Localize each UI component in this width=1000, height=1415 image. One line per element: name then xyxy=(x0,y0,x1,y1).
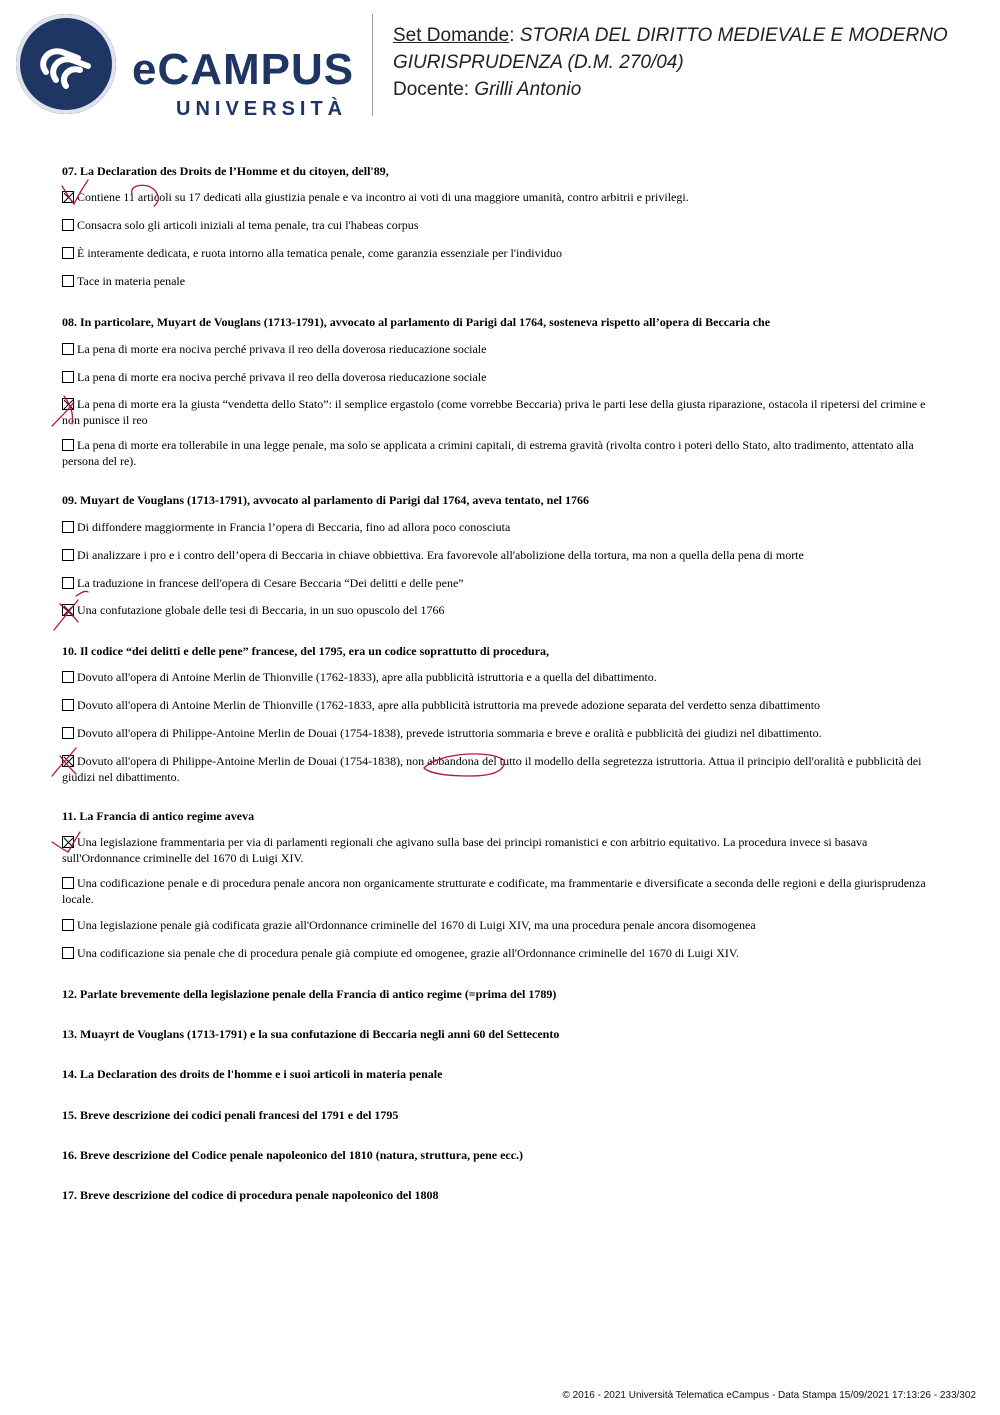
checkbox-checked[interactable] xyxy=(62,836,74,848)
teacher-label: Docente: xyxy=(393,79,475,100)
course-title: STORIA DEL DIRITTO MEDIEVALE E MODERNO xyxy=(519,25,948,46)
open-question-14: 14. La Declaration des droits de l'homme e i suoi articoli in materia penale xyxy=(62,1067,443,1081)
header-divider xyxy=(372,14,373,116)
checkbox[interactable] xyxy=(62,577,74,589)
option-text: La pena di morte era tollerabile in una legge penale, ma solo se applicata a crimini capitali, di estrema gravità (rivolta contro i poteri dello Stato, alto tradimento, attentato alla persona del re). xyxy=(62,438,914,468)
open-question-17: 17. Breve descrizione del codice di procedura penale napoleonico del 1808 xyxy=(62,1188,439,1202)
checkbox[interactable] xyxy=(62,439,74,451)
header-info xyxy=(393,22,948,103)
checkbox-checked[interactable] xyxy=(62,191,74,203)
teacher-name: Grilli Antonio xyxy=(474,79,582,100)
emblem-icon xyxy=(16,14,116,114)
footer-copyright: © 2016 - 2021 Università Telematica eCampus - Data Stampa 15/09/2021 17:13:26 - 233/302 xyxy=(562,1390,976,1401)
checkbox[interactable] xyxy=(62,877,74,889)
question-09-title: 09. Muyart de Vouglans (1713-1791), avvocato al parlamento di Parigi dal 1764, aveva tentato, nel 1766 xyxy=(62,493,589,507)
question-07-option-3[interactable] xyxy=(62,246,934,262)
checkbox[interactable] xyxy=(62,275,74,287)
checkbox[interactable] xyxy=(62,521,74,533)
question-08-option-2[interactable] xyxy=(62,370,934,386)
question-08-title: 08. In particolare, Muyart de Vouglans (1713-1791), avvocato al parlamento di Parigi dal 1764, sosteneva rispetto all’opera di Beccaria che xyxy=(62,315,771,329)
ecampus-logo xyxy=(16,14,356,120)
ecampus-emblem xyxy=(16,14,116,114)
checkbox[interactable] xyxy=(62,727,74,739)
option-text: Una legislazione frammentaria per via di parlamenti regionali che agivano sulla base dei principi romanistici e con arbitrio equitativo. La procedura invece si basava sull'Ordonnance criminelle del 1670 di Luigi XIV. xyxy=(62,835,868,865)
question-10-option-2[interactable] xyxy=(62,698,934,714)
question-11-option-2[interactable] xyxy=(62,876,934,907)
option-text: La traduzione in francese dell'opera di Cesare Beccaria “Dei delitti e delle pene” xyxy=(77,576,464,590)
option-text: Contiene 11 articoli su 17 dedicati alla giustizia penale e va incontro ai voti di una maggiore umanità, contro arbitrii e privilegi. xyxy=(77,190,689,204)
set-colon: : xyxy=(509,25,520,46)
option-text: Di diffondere maggiormente in Francia l’opera di Beccaria, fino ad allora poco conosciuta xyxy=(77,520,511,534)
question-07-option-2[interactable] xyxy=(62,218,934,234)
question-08-option-4[interactable] xyxy=(62,438,934,469)
question-09-option-2[interactable] xyxy=(62,548,934,564)
checkbox-checked[interactable] xyxy=(62,755,74,767)
question-07-option-1[interactable] xyxy=(62,190,934,206)
question-09-option-1[interactable] xyxy=(62,520,934,536)
option-text: Una confutazione globale delle tesi di Beccaria, in un suo opuscolo del 1766 xyxy=(77,603,445,617)
checkbox[interactable] xyxy=(62,947,74,959)
question-08-option-3[interactable] xyxy=(62,397,934,428)
open-question-15: 15. Breve descrizione dei codici penali francesi del 1791 e del 1795 xyxy=(62,1108,399,1122)
option-text: Tace in materia penale xyxy=(77,274,186,288)
question-11-option-3[interactable] xyxy=(62,918,934,934)
checkbox[interactable] xyxy=(62,219,74,231)
question-08-option-1[interactable] xyxy=(62,342,934,358)
question-11-option-4[interactable] xyxy=(62,946,934,962)
option-text: Dovuto all'opera di Philippe-Antoine Merlin de Douai (1754-1838), non abbandona del tutto il modello della segretezza istruttoria. Attua il principio dell'oralità e pubblicità dei giudizi nel dibattimento. xyxy=(62,754,922,784)
checkbox[interactable] xyxy=(62,919,74,931)
question-07-option-4[interactable] xyxy=(62,274,934,290)
course-line-2: GIURISPRUDENZA (D.M. 270/04) xyxy=(393,52,684,73)
option-text: Dovuto all'opera di Antoine Merlin de Thionville (1762-1833), apre alla pubblicità istruttoria e a quella del dibattimento. xyxy=(77,670,657,684)
logo-sub-text: UNIVERSITÀ xyxy=(176,98,348,120)
open-question-12: 12. Parlate brevemente della legislazione penale della Francia di antico regime (=prima del 1789) xyxy=(62,987,557,1001)
option-text: Una codificazione sia penale che di procedura penale già compiute ed omogenee, grazie all'Ordonnance criminelle del 1670 di Luigi XIV. xyxy=(77,946,740,960)
checkbox[interactable] xyxy=(62,343,74,355)
checkbox[interactable] xyxy=(62,699,74,711)
question-10-title: 10. Il codice “dei delitti e delle pene” francese, del 1795, era un codice soprattutto di procedura, xyxy=(62,644,550,658)
open-question-16: 16. Breve descrizione del Codice penale napoleonico del 1810 (natura, struttura, pene ecc.) xyxy=(62,1148,524,1162)
checkbox-checked[interactable] xyxy=(62,604,74,616)
question-07-title: 07. La Declaration des Droits de l’Homme et du citoyen, dell'89, xyxy=(62,164,389,178)
question-10-option-3[interactable] xyxy=(62,726,934,742)
question-11-option-1[interactable] xyxy=(62,835,934,866)
option-text: Consacra solo gli articoli iniziali al tema penale, tra cui l'habeas corpus xyxy=(77,218,419,232)
checkbox-checked[interactable] xyxy=(62,398,74,410)
checkbox[interactable] xyxy=(62,247,74,259)
question-09-option-3[interactable] xyxy=(62,576,934,592)
course-line-1 xyxy=(393,22,948,49)
option-text: Dovuto all'opera di Philippe-Antoine Merlin de Douai (1754-1838), prevede istruttoria sommaria e breve e oralità e pubblicità dei giudizi nel dibattimento. xyxy=(77,726,822,740)
teacher-line xyxy=(393,76,948,103)
option-text: La pena di morte era nociva perché privava il reo della doverosa rieducazione sociale xyxy=(77,342,487,356)
option-text: Di analizzare i pro e i contro dell’opera di Beccaria in chiave obbiettiva. Era favorevole all'abolizione della tortura, ma non a quella della pena di morte xyxy=(77,548,804,562)
question-09-option-4[interactable] xyxy=(62,603,934,619)
option-text: Dovuto all'opera di Antoine Merlin de Thionville (1762-1833, apre alla pubblicità istruttoria ma prevede adozione separata del verdetto senza dibattimento xyxy=(77,698,821,712)
question-10-option-4[interactable] xyxy=(62,754,934,785)
logo-brand-text: eCAMPUS xyxy=(132,45,355,94)
option-text: La pena di morte era nociva perché privava il reo della doverosa rieducazione sociale xyxy=(77,370,487,384)
checkbox[interactable] xyxy=(62,371,74,383)
set-label: Set Domande xyxy=(393,25,510,46)
question-11-title: 11. La Francia di antico regime aveva xyxy=(62,809,255,823)
option-text: È interamente dedicata, e ruota intorno alla tematica penale, come garanzia essenziale per l'individuo xyxy=(77,246,562,260)
question-10-option-1[interactable] xyxy=(62,670,934,686)
option-text: Una legislazione penale già codificata grazie all'Ordonnance criminelle del 1670 di Luigi XIV, ma una procedura penale ancora disomogenea xyxy=(77,918,756,932)
checkbox[interactable] xyxy=(62,549,74,561)
checkbox[interactable] xyxy=(62,671,74,683)
option-text: Una codificazione penale e di procedura penale ancora non organicamente strutturate e codificate, ma frammentarie e diversificate a seconda delle regioni e della giurisprudenza locale. xyxy=(62,876,926,906)
open-question-13: 13. Muayrt de Vouglans (1713-1791) e la sua confutazione di Beccaria negli anni 60 del Settecento xyxy=(62,1027,560,1041)
option-text: La pena di morte era la giusta “vendetta dello Stato”: il semplice ergastolo (come vorrebbe Beccaria) priva le parti lese della giusta riparazione, ostacola il ripetersi del crimine e non punisce il reo xyxy=(62,397,926,427)
